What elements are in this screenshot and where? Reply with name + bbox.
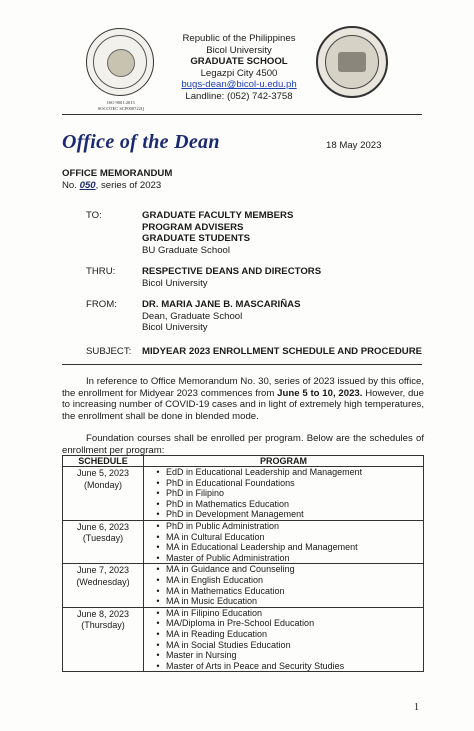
page-number: 1 — [414, 702, 419, 713]
table-row — [63, 564, 424, 607]
list-item: • PhD in Mathematics Education — [156, 498, 290, 509]
list-item: • Master in Nursing — [156, 650, 237, 661]
memo-date: 18 May 2023 — [326, 140, 382, 151]
from-label: FROM: — [86, 299, 117, 310]
list-item: • MA in Educational Leadership and Management — [156, 542, 358, 553]
to-label: TO: — [86, 210, 102, 221]
republic-line: Republic of the Philippines — [182, 33, 296, 44]
subject-text: MIDYEAR 2023 ENROLLMENT SCHEDULE AND PROCEDURE — [142, 346, 423, 357]
schedule-cell: June 8, 2023 (Thursday) — [63, 607, 144, 672]
memo-number: 050 — [79, 180, 96, 191]
list-item: • PhD in Educational Foundations — [156, 477, 295, 488]
thru-recipients: RESPECTIVE DEANS AND DIRECTORS Bicol University — [142, 266, 322, 289]
program-cell — [144, 607, 424, 672]
memo-number-line: No. 050, series of 2023 — [62, 180, 162, 191]
letterhead — [160, 33, 318, 102]
list-item: • MA in Mathematics Education — [156, 585, 285, 596]
schedule-cell: June 6, 2023 (Tuesday) — [63, 520, 144, 563]
from-sender: DR. MARIA JANE B. MASCARIÑAS Dean, Graduate School Bicol University — [142, 299, 301, 334]
list-item: • EdD in Educational Leadership and Management — [156, 467, 363, 477]
list-item: • MA in English Education — [156, 574, 264, 585]
university-line: Bicol University — [206, 44, 272, 56]
memo-heading — [62, 168, 172, 192]
table-row — [63, 467, 424, 521]
schedule-paragraph: Foundation courses shall be enrolled per program. Below are the schedules of enrollment per program: — [62, 433, 424, 456]
thru-label: THRU: — [86, 266, 116, 277]
graduate-school-seal — [316, 26, 388, 98]
schedule-header: SCHEDULE — [63, 456, 144, 467]
subject-label: SUBJECT: — [86, 346, 132, 357]
iso-certification: ISO 9001:2015 SOCOTEC SCP000722Q — [97, 100, 145, 111]
to-recipients: GRADUATE FACULTY MEMBERS PROGRAM ADVISERS GRADUATE STUDENTS BU Graduate School — [142, 210, 294, 256]
table-row — [63, 520, 424, 563]
list-item: • Master of Arts in Peace and Security Studies — [156, 660, 345, 671]
list-item: • MA in Social Studies Education — [156, 639, 291, 650]
program-cell — [144, 467, 424, 521]
landline: Landline: (052) 742-3758 — [185, 90, 293, 102]
program-header: PROGRAM — [144, 456, 424, 467]
email-link[interactable]: bugs-dean@bicol-u.edu.ph — [181, 79, 297, 90]
list-item: • PhD in Development Management — [156, 509, 304, 520]
list-item: • MA in Cultural Education — [156, 531, 265, 542]
enrollment-schedule-table — [62, 455, 424, 672]
schedule-cell: June 7, 2023 (Wednesday) — [63, 564, 144, 607]
memo-title: OFFICE MEMORANDUM — [62, 168, 173, 179]
program-cell — [144, 564, 424, 607]
school-line: GRADUATE SCHOOL — [190, 56, 288, 67]
intro-paragraph: In reference to Office Memorandum No. 30, series of 2023 issued by this office, the enrollment for Midyear 2023 commences from June 5 to 10, 2023. However, due to increasing number of COVID-19 cases and in light of extremely high temperatures, the enrollment shall be done in blended mode. — [62, 376, 424, 422]
list-item: • MA in Filipino Education — [156, 607, 263, 618]
list-item: • Master of Public Administration — [156, 552, 290, 563]
list-item: • MA/Diploma in Pre-School Education — [156, 618, 315, 629]
list-item: • PhD in Filipino — [156, 488, 225, 499]
list-item: • MA in Music Education — [156, 596, 258, 607]
schedule-cell: June 5, 2023 (Monday) — [63, 467, 144, 521]
list-item: • PhD in Public Administration — [156, 520, 280, 531]
list-item: • MA in Reading Education — [156, 628, 268, 639]
subject-divider — [62, 364, 422, 365]
list-item: • MA in Guidance and Counseling — [156, 564, 295, 575]
program-cell — [144, 520, 424, 563]
table-header-row — [63, 456, 424, 467]
bicol-university-seal — [86, 28, 154, 96]
table-row — [63, 607, 424, 672]
city-line: Legazpi City 4500 — [200, 67, 278, 79]
header-divider — [62, 114, 422, 115]
office-title: Office of the Dean — [62, 131, 220, 153]
